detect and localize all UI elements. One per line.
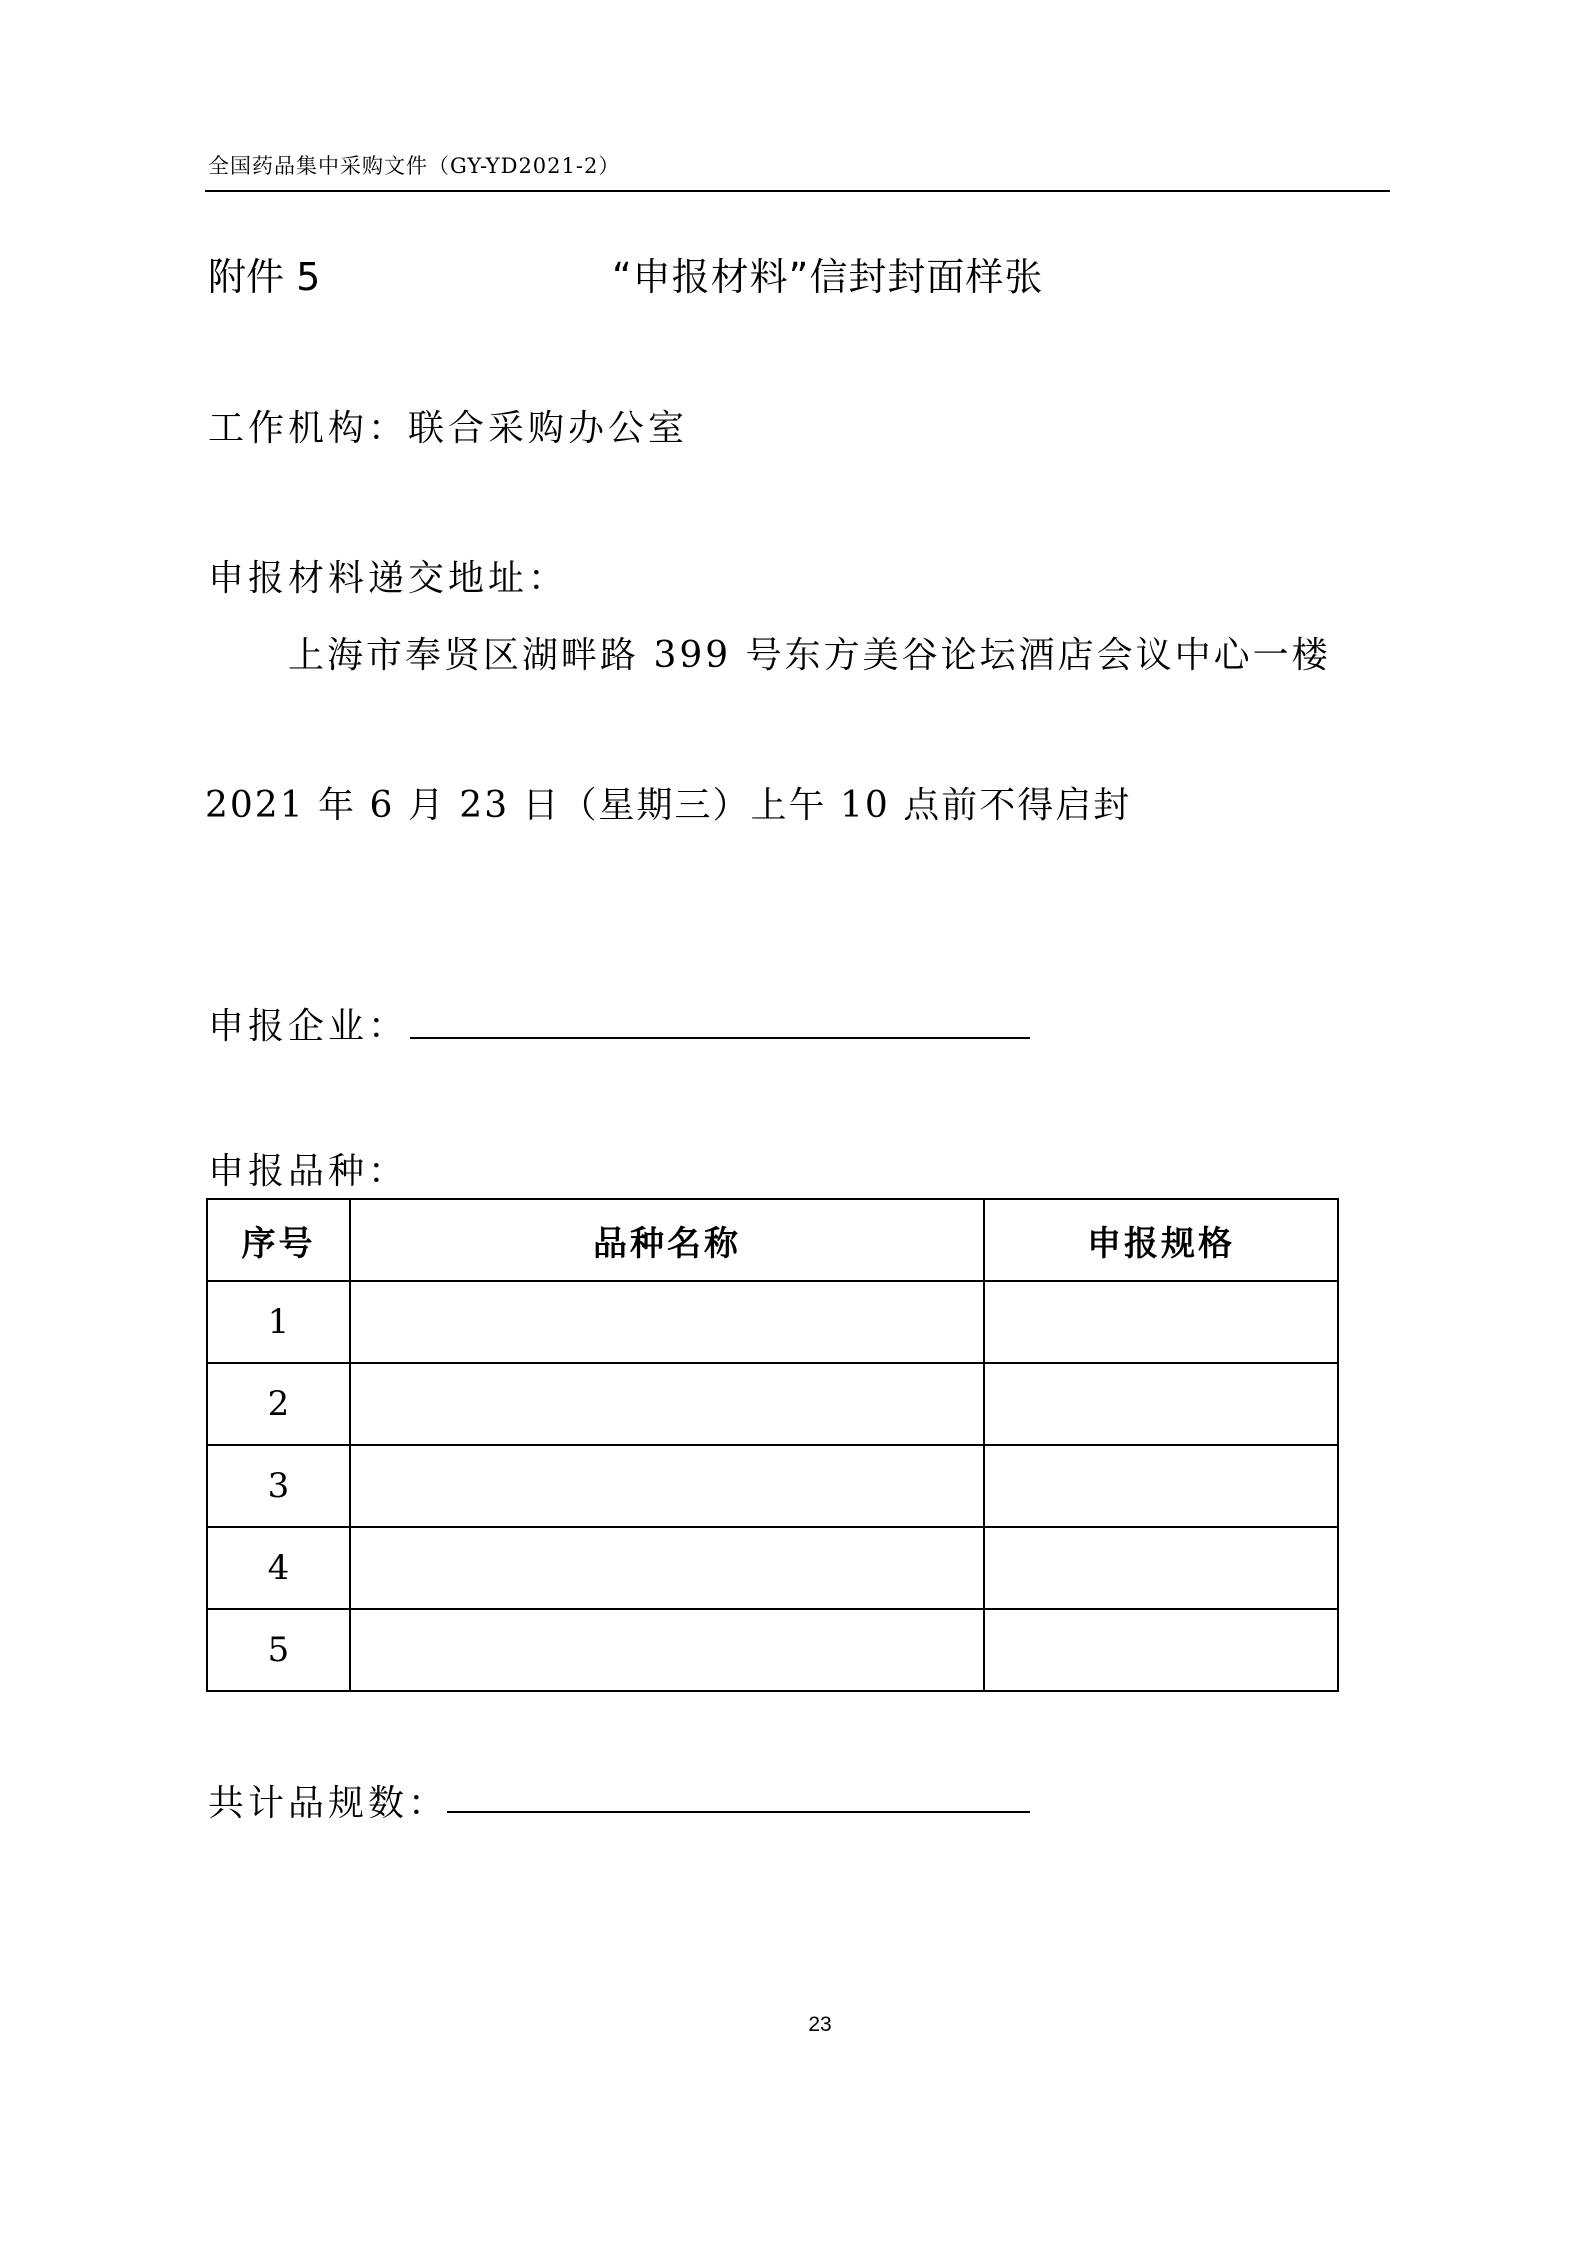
header-name: 品种名称 — [350, 1199, 984, 1281]
address-value: 上海市奉贤区湖畔路 399 号东方美谷论坛酒店会议中心一楼 — [288, 635, 1331, 676]
variety-label: 申报品种： — [208, 1151, 409, 1192]
row-seq: 1 — [207, 1281, 350, 1363]
header-rule — [205, 190, 1390, 192]
table-row — [207, 1363, 1338, 1445]
table-row — [207, 1609, 1338, 1691]
table-header-row — [207, 1199, 1338, 1281]
document-title: “申报材料”信封封面样张 — [612, 255, 1044, 299]
agency-line: 工作机构：联合采购办公室 — [208, 408, 689, 449]
annex-label: 附件 5 — [208, 255, 321, 299]
company-fill-line — [410, 1037, 1030, 1039]
row-name-cell — [350, 1445, 984, 1527]
row-spec-cell — [984, 1445, 1338, 1527]
row-name-cell — [350, 1363, 984, 1445]
row-seq: 3 — [207, 1445, 350, 1527]
running-header: 全国药品集中采购文件（GY-YD2021-2） — [208, 154, 621, 178]
total-fill-line — [447, 1811, 1030, 1813]
row-spec-cell — [984, 1363, 1338, 1445]
table-row — [207, 1445, 1338, 1527]
deadline-notice: 2021 年 6 月 23 日（星期三）上午 10 点前不得启封 — [205, 785, 1132, 826]
row-seq: 5 — [207, 1609, 350, 1691]
row-spec-cell — [984, 1527, 1338, 1609]
row-name-cell — [350, 1609, 984, 1691]
page-number: 23 — [808, 2013, 832, 2036]
table-row — [207, 1527, 1338, 1609]
row-spec-cell — [984, 1609, 1338, 1691]
variety-table — [206, 1198, 1339, 1692]
company-label: 申报企业： — [208, 1006, 409, 1047]
row-seq: 2 — [207, 1363, 350, 1445]
total-label: 共计品规数： — [208, 1783, 449, 1824]
header-spec: 申报规格 — [984, 1199, 1338, 1281]
row-spec-cell — [984, 1281, 1338, 1363]
header-seq: 序号 — [207, 1199, 350, 1281]
row-name-cell — [350, 1281, 984, 1363]
address-label: 申报材料递交地址： — [208, 558, 569, 599]
table-row — [207, 1281, 1338, 1363]
row-name-cell — [350, 1527, 984, 1609]
row-seq: 4 — [207, 1527, 350, 1609]
